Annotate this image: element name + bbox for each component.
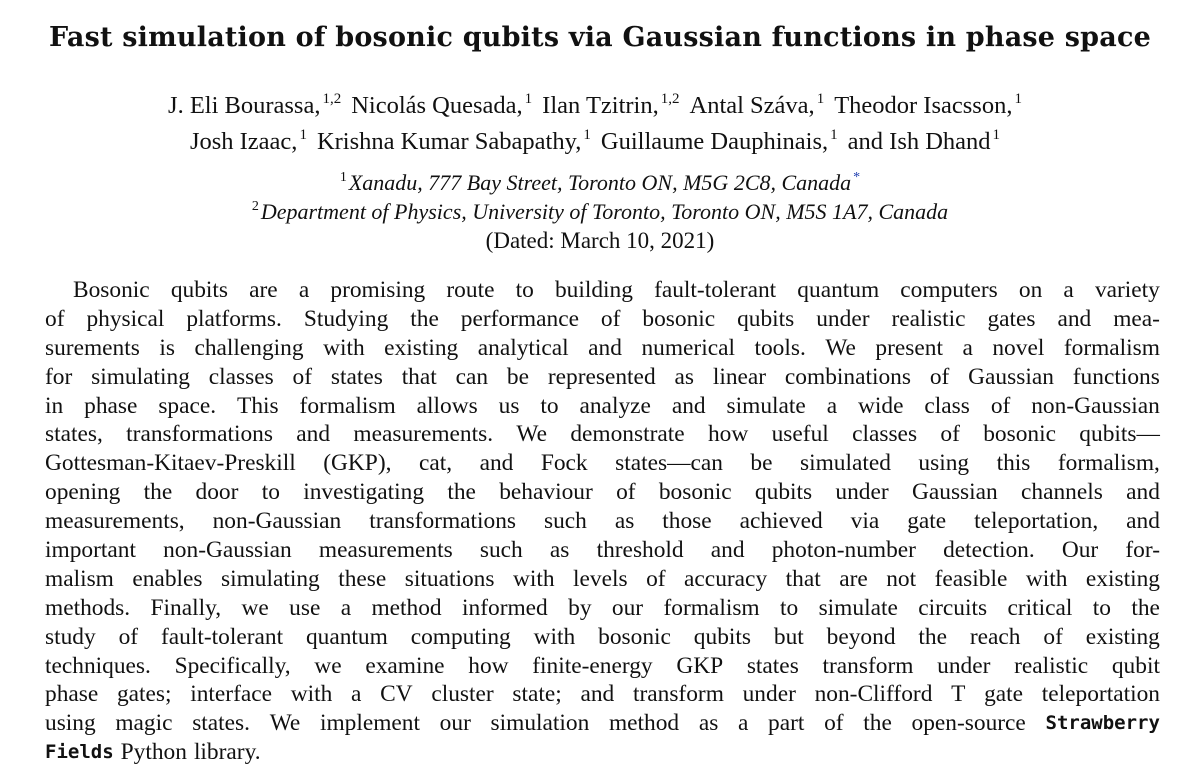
abstract-word: existing: [1085, 565, 1160, 592]
abstract-word: measurements.: [353, 421, 494, 448]
abstract-word: the: [863, 710, 892, 737]
author-affiliation-marker: 1,2: [660, 91, 680, 107]
affiliation-1: [0, 170, 1200, 196]
abstract-word: variety: [1094, 277, 1160, 303]
author-affiliation-marker: 1: [830, 127, 838, 143]
author-affiliation-marker: 1: [299, 127, 307, 143]
abstract-word: Specifically,: [174, 652, 291, 679]
abstract-word: qubits: [754, 479, 813, 506]
abstract-word: as: [674, 363, 694, 390]
author-name: Josh Izaac,: [189, 128, 298, 155]
abstract-line: [45, 565, 1160, 594]
author-line-1: [0, 92, 1200, 120]
abstract-word: realistic: [891, 305, 966, 332]
abstract-line: [45, 334, 1160, 363]
abstract-word: photon-number: [771, 537, 916, 564]
abstract-word: of: [824, 710, 844, 737]
abstract-word: a: [1063, 277, 1074, 303]
abstract-word: simulating: [91, 363, 190, 390]
abstract-word: under: [742, 681, 796, 708]
abstract-word: to: [261, 479, 280, 506]
abstract-word: GKP: [676, 652, 724, 679]
abstract-word: the: [447, 479, 476, 506]
abstract-word: investigating: [303, 479, 425, 506]
abstract-line: [45, 276, 1160, 305]
abstract-word: gates: [987, 305, 1036, 332]
abstract-word: novel: [992, 334, 1045, 361]
abstract-word: accuracy: [684, 565, 768, 592]
author-line-2: [0, 128, 1200, 156]
abstract-word: use: [289, 594, 321, 621]
code-word: Strawberry: [1045, 712, 1160, 735]
abstract-word: analyze: [579, 392, 651, 419]
author: [834, 92, 1022, 119]
abstract-word: feasible: [934, 565, 1008, 592]
abstract-word: bosonic: [658, 479, 732, 506]
abstract-line: [45, 392, 1160, 421]
abstract-word: and: [710, 537, 745, 564]
abstract-word: that: [401, 363, 437, 390]
author: [601, 128, 838, 155]
author: [317, 128, 591, 155]
abstract-word: as: [698, 710, 719, 737]
abstract-word: and: [588, 334, 622, 361]
abstract-word: as: [549, 537, 570, 564]
author-affiliation-marker: 1: [816, 91, 825, 107]
abstract-word: computers: [900, 277, 998, 303]
abstract-line: [45, 478, 1160, 507]
abstract-word: the: [1131, 594, 1160, 621]
abstract-word: non-Gaussian: [212, 508, 342, 535]
abstract-word: the: [410, 305, 439, 332]
abstract-word: implement: [319, 710, 420, 737]
abstract-word: those: [662, 508, 712, 535]
abstract-word: measurements,: [45, 508, 185, 535]
author-affiliation-marker: 1: [583, 127, 591, 143]
abstract-word: classes: [852, 421, 918, 448]
abstract-word: are: [249, 277, 278, 303]
abstract-word: how: [707, 421, 749, 448]
abstract-word: but: [773, 623, 804, 650]
abstract-word: tools.: [754, 334, 806, 361]
abstract-word: simulation: [490, 710, 590, 737]
abstract-word: to: [780, 594, 799, 621]
abstract-word: class: [924, 392, 970, 419]
abstract-word: with: [1025, 565, 1068, 592]
abstract-word: non-Gaussian: [163, 537, 292, 564]
abstract-word: linear: [712, 363, 767, 390]
abstract-word: of: [929, 363, 950, 390]
abstract-word: quantum: [797, 277, 880, 303]
abstract-word: a: [351, 681, 362, 708]
abstract-word: to: [515, 277, 534, 303]
abstract-word: classes: [208, 363, 274, 390]
abstract-word: simulating: [220, 565, 320, 592]
abstract-word: T: [951, 681, 966, 708]
abstract-word: is: [159, 334, 175, 361]
abstract-word: and: [1057, 305, 1092, 332]
abstract-word: represented: [547, 363, 656, 390]
abstract-word: building: [554, 277, 633, 303]
abstract-word: gates;: [116, 681, 172, 708]
abstract-word: We: [516, 421, 547, 448]
author: [190, 128, 307, 155]
abstract-word: numerical: [641, 334, 735, 361]
author-name: Krishna Kumar Sabapathy,: [316, 128, 582, 155]
abstract-word: Gaussian: [968, 363, 1054, 390]
abstract-word: states,: [45, 421, 103, 448]
abstract-line: [45, 305, 1160, 334]
abstract-word: Bosonic: [73, 277, 150, 303]
abstract-word: states.: [192, 710, 251, 737]
author-affiliation-marker: 1,2: [322, 91, 342, 107]
abstract-line: [45, 420, 1160, 449]
abstract-word: important: [45, 537, 136, 564]
abstract-word: using: [918, 450, 970, 477]
abstract-word: Fock: [540, 450, 588, 477]
abstract-word: and: [1126, 479, 1160, 506]
abstract-word: cat,: [418, 450, 453, 477]
abstract-word: in: [45, 392, 64, 419]
abstract-word: of: [646, 565, 666, 592]
abstract-line: [45, 363, 1160, 392]
abstract-word: analytical: [477, 334, 569, 361]
abstract-word: teleportation,: [974, 508, 1099, 535]
abstract-word: simulate: [818, 594, 898, 621]
abstract-word: via: [850, 508, 880, 535]
abstract-word: opening: [45, 479, 121, 506]
abstract-word: to: [540, 392, 559, 419]
abstract-word: state;: [512, 681, 562, 708]
abstract-word: methods.: [45, 594, 131, 621]
abstract-word: with: [512, 565, 555, 592]
abstract-word: of: [45, 305, 65, 332]
abstract-word: formalism: [663, 594, 760, 621]
abstract-word: a: [737, 710, 749, 737]
abstract-word: We: [825, 334, 856, 361]
abstract-word: by: [568, 594, 592, 621]
abstract-word: circuits: [918, 594, 988, 621]
author-name: and Ish Dhand: [847, 128, 991, 155]
affiliation-1-marker: 1: [339, 170, 347, 185]
abstract-word: and: [580, 681, 615, 708]
abstract-word: not: [886, 565, 917, 592]
abstract-word: a: [826, 392, 838, 419]
abstract-word: detection.: [943, 537, 1035, 564]
abstract-word: existing: [1085, 623, 1160, 650]
affiliation-2: [0, 199, 1200, 225]
abstract-word: us: [498, 392, 520, 419]
abstract-word: channels: [1021, 479, 1103, 506]
abstract-line: [45, 652, 1160, 681]
abstract-word: the: [143, 479, 173, 506]
affiliation-1-text: Xanadu, 777 Bay Street, Toronto ON, M5G 2C8, Canada: [348, 170, 852, 195]
abstract-word: for-: [1125, 537, 1160, 564]
abstract-word: informed: [462, 594, 548, 621]
abstract-word: and: [296, 421, 331, 448]
abstract-word: (GKP),: [323, 450, 392, 477]
abstract-word: useful: [771, 421, 829, 448]
abstract-word: of: [940, 421, 960, 448]
abstract-word: are: [839, 565, 868, 592]
abstract-word: and: [671, 392, 706, 419]
abstract-word: with: [533, 623, 576, 650]
abstract-word: be: [506, 363, 529, 390]
author: [168, 92, 341, 119]
abstract-word: and: [479, 450, 514, 477]
abstract-word: cluster: [431, 681, 494, 708]
author-affiliation-marker: 1: [1014, 91, 1022, 107]
abstract-word: examine: [365, 652, 445, 679]
abstract-word: critical: [1007, 594, 1073, 621]
author-name: Theodor Isacsson,: [834, 92, 1013, 119]
affiliation-2-text: Department of Physics, University of Toronto, Toronto ON, M5S 1A7, Canada: [260, 199, 949, 224]
abstract-word: to: [1092, 594, 1111, 621]
author: [351, 92, 532, 119]
abstract-word: qubits: [693, 623, 751, 650]
author-affiliation-marker: 1: [992, 127, 1001, 143]
abstract-word: transformations: [126, 421, 273, 448]
abstract-word: using: [45, 710, 96, 737]
abstract-line: [45, 738, 1160, 767]
abstract: [45, 276, 1160, 767]
abstract-word: bosonic: [642, 305, 716, 332]
abstract-word: Finally,: [150, 594, 222, 621]
abstract-word: challenging: [194, 334, 304, 361]
abstract-word: allows: [416, 392, 478, 419]
abstract-word: combinations: [784, 363, 911, 390]
abstract-word: qubit: [1111, 652, 1160, 679]
abstract-line: [45, 536, 1160, 565]
abstract-line: [45, 680, 1160, 709]
abstract-word: reach: [969, 623, 1021, 650]
abstract-word: platforms.: [186, 305, 282, 332]
abstract-word: of: [616, 479, 636, 506]
author-name: Antal Száva,: [689, 92, 815, 119]
abstract-word: behaviour: [499, 479, 593, 506]
affiliation-2-marker: 2: [251, 199, 259, 214]
abstract-word: under: [937, 652, 991, 679]
abstract-word: be: [750, 450, 773, 477]
abstract-word: computing: [410, 623, 511, 650]
abstract-line: [45, 709, 1160, 738]
abstract-word: surements: [45, 334, 140, 361]
abstract-word: our: [439, 710, 471, 737]
abstract-word: can: [455, 363, 489, 390]
author: [848, 128, 1000, 155]
abstract-word: formalism: [1063, 334, 1160, 361]
abstract-word: under: [835, 479, 889, 506]
abstract-word: this: [996, 450, 1031, 477]
abstract-word: door: [195, 479, 239, 506]
abstract-word: gate: [984, 681, 1024, 708]
abstract-word: formalism: [299, 392, 396, 419]
abstract-word: our: [611, 594, 644, 621]
abstract-word: teleportation: [1041, 681, 1160, 708]
author-name: Ilan Tzitrin,: [542, 92, 659, 119]
abstract-word: Gaussian: [911, 479, 998, 506]
abstract-word: simulated: [799, 450, 891, 477]
abstract-word: and: [1126, 508, 1160, 535]
abstract-word: transform: [632, 681, 724, 708]
abstract-word: quantum: [305, 623, 388, 650]
abstract-word: qubits: [737, 305, 795, 332]
abstract-word: beyond: [826, 623, 896, 650]
author-affiliation-marker: 1: [524, 91, 533, 107]
abstract-word: We: [269, 710, 301, 737]
abstract-word: with: [323, 334, 365, 361]
abstract-word: method: [608, 710, 680, 737]
author-name: Guillaume Dauphinais,: [600, 128, 829, 155]
abstract-word: techniques.: [45, 652, 151, 679]
abstract-word: of: [1043, 623, 1063, 650]
abstract-word: finite-energy: [532, 652, 653, 679]
abstract-word: study: [45, 623, 96, 650]
abstract-word: interface: [190, 681, 273, 708]
abstract-word: measurements: [318, 537, 453, 564]
abstract-word: present: [875, 334, 943, 361]
abstract-word: for: [45, 363, 73, 390]
abstract-word: performance: [460, 305, 579, 332]
author-name: Nicolás Quesada,: [351, 92, 523, 119]
abstract-word: such: [479, 537, 523, 564]
abstract-word: of: [292, 363, 313, 390]
abstract-line: [45, 594, 1160, 623]
abstract-word: such: [543, 508, 587, 535]
abstract-word: mea-: [1113, 305, 1160, 332]
abstract-word: states: [746, 652, 799, 679]
abstract-word: route: [446, 277, 495, 303]
abstract-word: transform: [822, 652, 914, 679]
code-word: Fields: [45, 741, 114, 764]
abstract-word: as: [614, 508, 635, 535]
abstract-word: demonstrate: [570, 421, 685, 448]
author: [542, 92, 679, 119]
abstract-word: a: [962, 334, 973, 361]
abstract-word: enables: [132, 565, 203, 592]
abstract-word: phase: [45, 681, 99, 708]
abstract-word: wide: [858, 392, 904, 419]
abstract-word: non-Clifford: [814, 681, 933, 708]
abstract-word: of: [990, 392, 1011, 419]
abstract-word: the: [918, 623, 947, 650]
abstract-word: physical: [86, 305, 165, 332]
abstract-word: simulate: [726, 392, 806, 419]
abstract-word: achieved: [739, 508, 823, 535]
abstract-word: how: [468, 652, 509, 679]
abstract-word: Gottesman-Kitaev-Preskill: [45, 450, 296, 477]
abstract-word: threshold: [596, 537, 684, 564]
abstract-word: non-Gaussian: [1031, 392, 1160, 419]
abstract-word: formalism,: [1057, 450, 1160, 477]
abstract-word: CV: [380, 681, 413, 708]
abstract-word: fault-tolerant: [654, 277, 777, 303]
abstract-word: on: [1018, 277, 1043, 303]
abstract-word: states—can: [615, 450, 723, 477]
abstract-word: bosonic: [598, 623, 671, 650]
abstract-word: fault-tolerant: [160, 623, 284, 650]
abstract-word: that: [785, 565, 821, 592]
abstract-word: levels: [573, 565, 628, 592]
abstract-word: states: [330, 363, 383, 390]
abstract-word: phase: [84, 392, 138, 419]
abstract-word: a: [340, 594, 352, 621]
abstract-word: we: [314, 652, 342, 679]
abstract-word: promising: [330, 277, 426, 303]
abstract-word: existing: [384, 334, 459, 361]
abstract-word: gate: [907, 508, 947, 535]
abstract-word: transformations: [369, 508, 517, 535]
abstract-line: [45, 623, 1160, 652]
abstract-word: bosonic: [983, 421, 1056, 448]
abstract-word: functions: [1072, 363, 1160, 390]
abstract-word: open-source: [911, 710, 1026, 737]
abstract-line: [45, 449, 1160, 478]
abstract-word: under: [816, 305, 870, 332]
abstract-word: qubits: [170, 277, 228, 303]
abstract-word: qubits—: [1079, 421, 1160, 448]
abstract-word: magic: [115, 710, 173, 737]
abstract-line: [45, 507, 1160, 536]
abstract-word: Studying: [303, 305, 389, 332]
abstract-word: realistic: [1014, 652, 1089, 679]
abstract-word: these: [338, 565, 387, 592]
abstract-word: we: [241, 594, 269, 621]
abstract-word: situations: [404, 565, 495, 592]
abstract-word: of: [600, 305, 621, 332]
abstract-word: method: [371, 594, 442, 621]
abstract-word: Our: [1061, 537, 1099, 564]
author-name: J. Eli Bourassa,: [168, 92, 321, 119]
author: [690, 92, 825, 119]
abstract-word: of: [118, 623, 139, 650]
dated-line: (Dated: March 10, 2021): [485, 228, 715, 253]
abstract-word: library.: [193, 739, 261, 766]
abstract-word: a: [298, 277, 310, 303]
footnote-link[interactable]: *: [853, 170, 861, 185]
abstract-word: malism: [45, 565, 114, 592]
abstract-word: space.: [158, 392, 217, 419]
abstract-word: part: [768, 710, 805, 737]
abstract-word: This: [237, 392, 279, 419]
paper-title: Fast simulation of bosonic qubits via Gaussian functions in phase space: [49, 22, 1151, 53]
abstract-word: Python: [120, 739, 187, 766]
abstract-word: with: [290, 681, 333, 708]
